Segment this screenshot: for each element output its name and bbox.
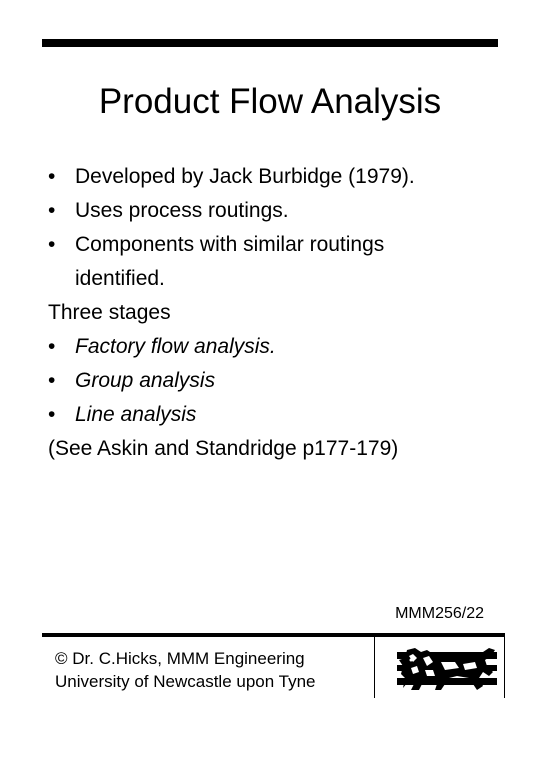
stage-text: Factory flow analysis. [75, 335, 276, 358]
bullet-item [48, 228, 518, 262]
stage-item [48, 398, 518, 432]
bullet-glyph: • [48, 199, 56, 222]
bullet-continuation: identified. [75, 267, 165, 290]
bullet-item [48, 160, 518, 194]
bullet-glyph: • [48, 165, 56, 188]
slide-body [48, 160, 518, 466]
footer-divider [374, 635, 375, 698]
bullet-glyph: • [48, 335, 56, 358]
footer-right-edge [504, 635, 505, 698]
university-line: University of Newcastle upon Tyne [55, 672, 316, 691]
bullet-item [48, 194, 518, 228]
bullet-text: Components with similar routings [75, 233, 385, 256]
bullet-glyph: • [48, 403, 56, 426]
slide-number: MMM256/22 [395, 605, 484, 622]
bullet-glyph: • [48, 233, 56, 256]
footer-rule [42, 633, 505, 637]
stage-item [48, 364, 518, 398]
stages-heading: Three stages [48, 301, 171, 324]
reference-note: (See Askin and Standridge p177-179) [48, 437, 399, 460]
copyright-line: © Dr. C.Hicks, MMM Engineering [55, 649, 305, 668]
university-crest-logo [395, 644, 499, 694]
stage-text: Group analysis [75, 369, 216, 392]
bullet-text: Uses process routings. [75, 199, 289, 222]
stage-text: Line analysis [75, 403, 197, 426]
bullet-glyph: • [48, 369, 56, 392]
slide-title: Product Flow Analysis [98, 82, 442, 121]
top-rule [42, 39, 498, 47]
stage-item [48, 330, 518, 364]
bullet-text: Developed by Jack Burbidge (1979). [75, 165, 415, 188]
footer-credits [55, 647, 315, 693]
